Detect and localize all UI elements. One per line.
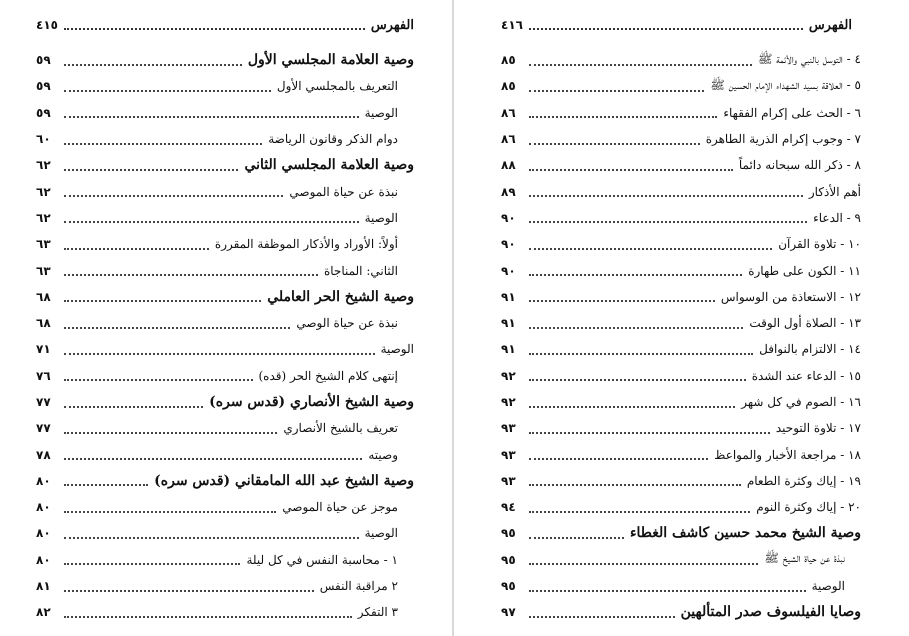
toc-entry-title: وصية الشيخ الأنصاري (قدس سره) [209,394,414,410]
toc-entry-title: ٧ - وجوب إكرام الذرية الطاهرة [705,132,861,147]
leader-dots [64,63,242,66]
toc-entry-title: ٦ - الحث على إكرام الفقهاء [723,105,861,120]
toc-entry-title: نبذة عن حياة الشيخ ﷺ [764,551,845,566]
toc-page-number: ٥٩ [36,79,51,94]
toc-entry [501,310,861,336]
leader-dots [529,194,803,197]
toc-page-number: ٨٠ [36,526,51,541]
toc-page-number: ٧٨ [36,447,51,462]
toc-entry-title: ١٤ - الالتزام بالنوافل [759,342,861,357]
toc-entry-title: ١٣ - الصلاة أول الوقت [749,316,861,331]
toc-entry [36,363,414,389]
toc-page-number: ٨٢ [36,605,51,620]
leader-dots [529,352,753,355]
toc-entry-title: التعريف بالمجلسي الأول [276,79,398,94]
toc-entry-title: الوصية [811,579,845,594]
leader-dots [64,142,262,145]
table-of-contents [36,47,414,626]
leader-dots [64,220,359,223]
toc-page-number: ٩٣ [501,473,516,488]
toc-section-heading [501,599,861,625]
toc-page-number: ٩١ [501,316,516,331]
leader-dots [529,299,715,302]
toc-entry [501,178,861,204]
leader-dots [529,405,735,408]
header-title: الفهرس [370,17,414,33]
toc-section-heading [36,389,414,415]
toc-section-heading [36,152,414,178]
toc-entry-title: الوصية [364,210,398,225]
toc-entry [36,178,414,204]
toc-page-number: ٦٢ [36,210,51,225]
toc-entry-title: الوصية [380,342,414,357]
leader-dots [64,405,203,408]
leader-dots [64,589,314,592]
toc-page-number: ٩٣ [501,421,516,436]
toc-entry [36,231,414,257]
leader-dots [64,431,277,434]
toc-section-heading [36,284,414,310]
toc-entry [36,73,414,99]
toc-entry-title: وصايا الفيلسوف صدر المتألهين [680,604,861,621]
toc-entry-title: ١٢ - الاستعاذة من الوسواس [720,289,861,304]
toc-entry [501,415,861,441]
toc-entry-title: ١٦ - الصوم في كل شهر [741,395,861,409]
toc-entry [501,257,861,283]
toc-entry [36,310,414,336]
toc-entry [501,468,861,494]
toc-entry [36,547,414,573]
toc-entry-title: دوام الذكر وقانون الرياضة [268,132,398,147]
toc-page-number: ٩٧ [501,605,516,620]
toc-entry-title: أهم الأذكار [808,184,861,199]
toc-entry [501,389,861,415]
leader-dots [64,562,240,565]
toc-entry [36,415,414,441]
toc-entry-title: أولاً: الأوراد والأذكار الموظفة المقررة [214,237,398,252]
toc-page-number: ٧٧ [36,421,51,436]
toc-page-number: ٦٠ [36,132,51,147]
toc-page-number: ٨٠ [36,473,51,488]
leader-dots [64,536,359,539]
header-leader-dots [529,27,803,30]
toc-page-number: ٦٣ [36,263,51,278]
toc-page-number: ٦٨ [36,289,51,304]
toc-entry-title: وصية الشيخ محمد حسين كاشف الغطاء [629,525,861,542]
leader-dots [529,562,758,565]
toc-page-number: ٨٩ [501,184,516,199]
toc-page-number: ٨٦ [501,132,516,147]
leader-dots [64,168,238,171]
toc-page-number: ٧١ [36,342,51,357]
leader-dots [529,536,624,539]
leader-dots [529,273,742,276]
toc-page-number: ٧٦ [36,368,51,383]
toc-page-number: ٦٨ [36,316,51,331]
header-leader-dots [64,27,365,30]
toc-entry-title: وصية الشيخ الحر العاملي [267,288,414,305]
toc-entry-title: الوصية [364,105,398,120]
leader-dots [64,483,148,486]
toc-entry [501,336,861,362]
toc-entry-title: وصية الشيخ عبد الله المامقاني (قدس سره) [154,472,414,489]
toc-entry [36,441,414,467]
toc-page-number: ٨٨ [501,158,516,173]
toc-entry-title: نبذة عن حياة الوصي [296,316,398,331]
toc-entry-title: وصية العلامة المجلسي الأول [247,52,414,69]
toc-page-number: ٩٥ [501,579,516,594]
leader-dots [64,457,362,460]
leader-dots [529,220,807,223]
toc-entry-title: الوصية [364,526,398,541]
toc-entry [501,231,861,257]
toc-entry [501,47,861,73]
toc-page-number: ٥٩ [36,105,51,120]
toc-page-number: ٦٢ [36,184,51,199]
toc-entry-title: ٥ - العلاقة بسيد الشهداء الإمام الحسين ﷺ [710,77,861,92]
toc-entry-title: نبذة عن حياة الموصي [289,184,398,199]
leader-dots [64,273,318,276]
toc-entry-title: ١٨ - مراجعة الأخبار والمواعظ [714,447,861,462]
toc-entry [501,100,861,126]
toc-entry [36,573,414,599]
toc-page-number: ٥٩ [36,53,51,68]
leader-dots [64,352,375,355]
leader-dots [529,510,750,513]
leader-dots [529,326,743,329]
toc-entry-title: ٤ - التوسل بالنبي والأئمة ﷺ [757,51,861,66]
toc-entry-title: ٢٠ - إياك وكثرة النوم [756,500,861,515]
page-header [36,14,414,36]
toc-page-number: ٨٦ [501,105,516,120]
table-of-contents [501,47,861,626]
toc-entry-title: وصية العلامة المجلسي الثاني [244,157,414,174]
leader-dots [64,247,209,250]
toc-page-number: ٨٠ [36,552,51,567]
toc-page-number: ٩١ [501,342,516,357]
toc-entry-title: ١٥ - الدعاء عند الشدة [751,368,861,383]
toc-entry [501,205,861,231]
toc-entry-title: تعريف بالشيخ الأنصاري [283,421,398,436]
toc-entry [501,73,861,99]
toc-entry [36,520,414,546]
leader-dots [529,142,700,145]
leader-dots [529,89,704,92]
toc-entry-title: ٨ - ذكر الله سبحانه دائماً [738,158,861,173]
toc-entry-title: إنتهى كلام الشيخ الحر (قده) [258,368,398,383]
toc-entry [501,152,861,178]
toc-page-number: ٩٢ [501,368,516,383]
toc-entry-title: ١٠ - تلاوة القرآن [778,237,861,252]
toc-entry [36,126,414,152]
toc-page-number: ٨٥ [501,79,516,94]
leader-dots [529,431,770,434]
toc-entry [36,599,414,625]
toc-entry [501,573,861,599]
toc-entry-title: ١٧ - تلاوة التوحيد [775,421,861,436]
toc-page-number: ٧٧ [36,395,51,409]
toc-page-number: ٩٥ [501,526,516,541]
toc-page-number: ٩٥ [501,552,516,567]
leader-dots [529,247,772,250]
leader-dots [529,168,733,171]
header-title: الفهرس [808,17,852,33]
toc-entry-title: ٣ التفكر [357,605,398,620]
leader-dots [529,589,806,592]
leader-dots [64,299,261,302]
toc-entry [36,494,414,520]
leader-dots [529,378,746,381]
leader-dots [64,378,253,381]
toc-entry-title: موجز عن حياة الموصي [282,500,398,515]
toc-page-number: ٨٥ [501,53,516,68]
toc-page-number: ٩٠ [501,263,516,278]
leader-dots [64,326,290,329]
leader-dots [64,615,352,618]
page-number: ٤١٦ [501,18,523,32]
toc-entry [36,257,414,283]
toc-entry-title: وصيته [368,447,398,462]
toc-page-number: ٩٠ [501,237,516,252]
toc-entry-title: ١٩ - إياك وكثرة الطعام [746,473,861,488]
toc-entry-title: ١ - محاسبة النفس في كل ليلة [246,552,398,567]
toc-page-number: ٩١ [501,289,516,304]
toc-entry [501,441,861,467]
toc-entry-title: الثاني: المناجاة [323,263,398,278]
left-page [0,0,452,636]
toc-page-number: ٩٣ [501,447,516,462]
page-header [501,14,852,36]
toc-entry [36,100,414,126]
leader-dots [529,457,708,460]
toc-entry [501,126,861,152]
toc-page-number: ٨٠ [36,500,51,515]
toc-section-heading [36,468,414,494]
toc-section-heading [36,47,414,73]
page-number: ٤١٥ [36,18,58,32]
leader-dots [529,63,752,66]
toc-entry [36,205,414,231]
toc-entry [501,494,861,520]
toc-entry-title: ٩ - الدعاء [813,210,861,225]
toc-entry [501,284,861,310]
toc-page-number: ٦٣ [36,237,51,252]
leader-dots [529,615,675,618]
leader-dots [64,115,359,118]
toc-page-number: ٩٢ [501,395,516,409]
leader-dots [64,89,271,92]
toc-entry-title: ١١ - الكون على طهارة [748,263,861,278]
leader-dots [64,194,283,197]
toc-page-number: ٩٠ [501,210,516,225]
toc-page-number: ٩٤ [501,500,516,515]
toc-entry [501,363,861,389]
toc-entry [501,547,861,573]
leader-dots [64,510,276,513]
toc-page-number: ٦٢ [36,158,51,173]
toc-section-heading [501,520,861,546]
toc-page-number: ٨١ [36,579,51,594]
leader-dots [529,483,741,486]
toc-entry [36,336,414,362]
leader-dots [529,115,717,118]
toc-entry-title: ٢ مراقبة النفس [319,579,398,594]
right-page [454,0,909,636]
